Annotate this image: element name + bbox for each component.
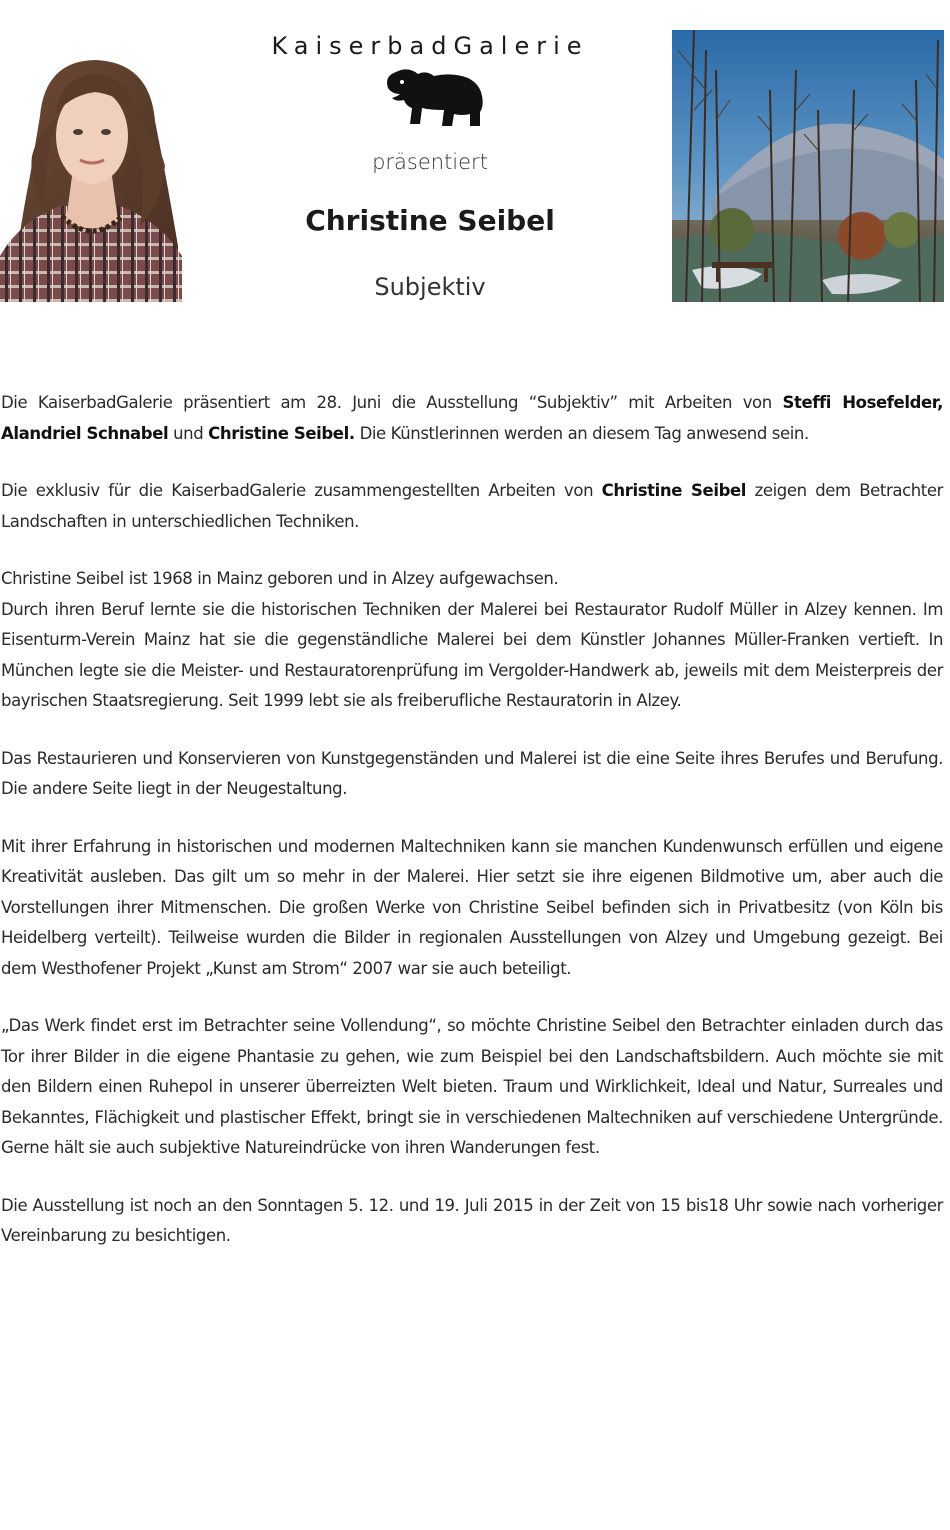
artist-name-bold: Christine Seibel. [208,423,355,443]
lion-logo-icon [382,66,486,128]
artist-names-bold: Steffi Hosefelder, Alandriel Schnabel [1,393,943,443]
artist-portrait [0,56,182,302]
text: Die KaiserbadGalerie präsentiert am 28. Juni die Ausstellung “Subjektiv” mit Arbeiten von [1,393,783,412]
winter-landscape-painting [672,30,944,302]
presents-label: präsentiert [372,150,488,174]
article-body [1,388,943,1279]
paragraph-restoration: Das Restaurieren und Konservieren von Kunstgegenständen und Malerei ist die eine Seite ihres Berufes und Berufung. Die andere Seite liegt in der Neugestaltung. [1,748,943,798]
text: und [168,423,209,443]
paragraph-philosophy: „Das Werk findet erst im Betrachter seine Vollendung“, so möchte Christine Seibel den Betrachter einladen durch das Tor ihrer Bilder in die eigene Phantasie zu gehen, wie zum Beispiel bei den Landschaftsbildern. Auch möchte sie mit den Bildern einen Ruhepol in unserer überreizten Welt bieten. Traum und Wirklichkeit, Ideal und Natur, Surreales und Bekanntes, Flächigkeit und plastischer Effekt, bringt sie in verschiedenen Maltechniken auf verschiedene Untergründe. Gerne hält sie auch subjektive Natureindrücke von ihren Wanderungen fest. [1,1016,943,1157]
text: Christine Seibel ist 1968 in Mainz geboren und in Alzey aufgewachsen. [1,569,559,588]
artist-name-bold: Christine Seibel [601,481,747,500]
paragraph-works [1,476,943,537]
paragraph-intro [1,388,943,449]
text: Durch ihren Beruf lernte sie die historischen Techniken der Malerei bei Restaurator Rudolf Müller in Alzey kennen. Im Eisenturm-Verein Mainz hat sie die gegenständliche Malerei bei dem Künstler Johannes Müller-Franken vertieft. In München legte sie die Meister- und Restauratorenprüfung im Vergolder-Handwerk ab, jeweils mit dem Meisterpreis der bayrischen Staatsregierung. Seit 1999 lebt sie als freiberufliche Restauratorin in Alzey. [1,599,943,710]
paragraph-experience: Mit ihrer Erfahrung in historischen und modernen Maltechniken kann sie manchen Kundenwunsch erfüllen und eigene Kreativität ausleben. Das gilt um so mehr in der Malerei. Hier setzt sie ihre eigenen Bildmotive um, aber auch die Vorstellungen ihrer Mitmenschen. Die großen Werke von Christine Seibel befinden sich in Privatbesitz (von Köln bis Heidelberg verteilt). Teilweise wurden die Bilder in regionalen Ausstellungen von Alzey und Umgebung gezeigt. Bei dem Westhofener Projekt „Kunst am Strom“ 2007 war sie auch beteiligt. [1,836,943,978]
artist-name: Christine Seibel [305,204,555,237]
text: zeigen dem Betrachter Landschaften in unterschiedlichen Techniken. [1,481,943,531]
exhibition-title: Subjektiv [374,273,486,301]
paragraph-biography [1,564,943,717]
text: Die exklusiv für die KaiserbadGalerie zusammengestellten Arbeiten von [1,481,602,500]
paragraph-visiting-hours: Die Ausstellung ist noch an den Sonntagen 5. 12. und 19. Juli 2015 in der Zeit von 15 bis18 Uhr sowie nach vorheriger Vereinbarung zu besichtigen. [1,1195,943,1245]
gallery-name: KaiserbadGalerie [271,32,589,60]
header [190,0,670,320]
text: Die Künstlerinnen werden an diesem Tag anwesend sein. [354,423,809,443]
